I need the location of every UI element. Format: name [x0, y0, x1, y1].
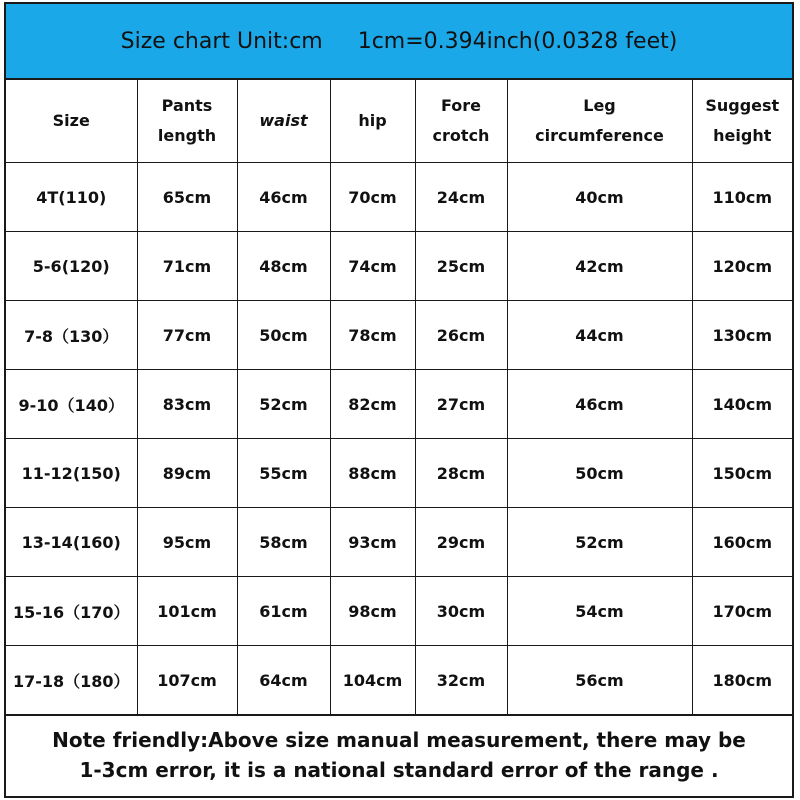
- cell-suggest-height: 110cm: [692, 163, 792, 232]
- cell-size: 11-12(150): [6, 439, 137, 508]
- cell-size: 5-6(120): [6, 232, 137, 301]
- header-size: Size: [6, 80, 137, 163]
- table-row: [6, 232, 792, 301]
- cell-size: 13-14(160): [6, 508, 137, 577]
- cell-pants-length: 107cm: [137, 646, 237, 715]
- cell-pants-length: 71cm: [137, 232, 237, 301]
- cell-suggest-height: 120cm: [692, 232, 792, 301]
- table-row: [6, 577, 792, 646]
- table-header-row: [6, 80, 792, 163]
- cell-fore-crotch: 32cm: [415, 646, 507, 715]
- cell-hip: 98cm: [330, 577, 415, 646]
- cell-fore-crotch: 24cm: [415, 163, 507, 232]
- cell-pants-length: 101cm: [137, 577, 237, 646]
- cell-hip: 104cm: [330, 646, 415, 715]
- cell-leg-circumference: 50cm: [507, 439, 692, 508]
- cell-leg-circumference: 54cm: [507, 577, 692, 646]
- table-row: [6, 370, 792, 439]
- cell-leg-circumference: 42cm: [507, 232, 692, 301]
- table-row: [6, 439, 792, 508]
- cell-waist: 58cm: [237, 508, 330, 577]
- cell-hip: 88cm: [330, 439, 415, 508]
- header-pants-length: Pants length: [137, 80, 237, 163]
- note-line-2: 1-3cm error, it is a national standard error of the range .: [79, 758, 719, 782]
- cell-waist: 50cm: [237, 301, 330, 370]
- cell-hip: 78cm: [330, 301, 415, 370]
- cell-waist: 52cm: [237, 370, 330, 439]
- cell-suggest-height: 180cm: [692, 646, 792, 715]
- header-hip: hip: [330, 80, 415, 163]
- cell-hip: 82cm: [330, 370, 415, 439]
- cell-leg-circumference: 56cm: [507, 646, 692, 715]
- cell-fore-crotch: 28cm: [415, 439, 507, 508]
- cell-pants-length: 89cm: [137, 439, 237, 508]
- chart-title: Size chart Unit:cm 1cm=0.394inch(0.0328 feet): [6, 4, 792, 80]
- cell-size: 17-18（180）: [6, 646, 137, 715]
- cell-suggest-height: 140cm: [692, 370, 792, 439]
- table-row: [6, 508, 792, 577]
- cell-pants-length: 65cm: [137, 163, 237, 232]
- cell-size: 9-10（140）: [6, 370, 137, 439]
- cell-fore-crotch: 27cm: [415, 370, 507, 439]
- header-waist: waist: [237, 80, 330, 163]
- cell-waist: 55cm: [237, 439, 330, 508]
- cell-fore-crotch: 25cm: [415, 232, 507, 301]
- header-fore-crotch: Fore crotch: [415, 80, 507, 163]
- cell-leg-circumference: 40cm: [507, 163, 692, 232]
- cell-pants-length: 77cm: [137, 301, 237, 370]
- size-chart: [4, 2, 794, 798]
- header-suggest-height: Suggest height: [692, 80, 792, 163]
- note-line-1: Note friendly:Above size manual measurement, there may be: [52, 728, 746, 752]
- cell-waist: 61cm: [237, 577, 330, 646]
- cell-size: 4T(110): [6, 163, 137, 232]
- cell-pants-length: 95cm: [137, 508, 237, 577]
- cell-hip: 93cm: [330, 508, 415, 577]
- cell-suggest-height: 160cm: [692, 508, 792, 577]
- cell-fore-crotch: 29cm: [415, 508, 507, 577]
- cell-leg-circumference: 46cm: [507, 370, 692, 439]
- cell-waist: 48cm: [237, 232, 330, 301]
- cell-hip: 74cm: [330, 232, 415, 301]
- cell-waist: 46cm: [237, 163, 330, 232]
- cell-pants-length: 83cm: [137, 370, 237, 439]
- header-leg-circumference: Leg circumference: [507, 80, 692, 163]
- cell-size: 7-8（130）: [6, 301, 137, 370]
- cell-suggest-height: 130cm: [692, 301, 792, 370]
- table-row: [6, 163, 792, 232]
- cell-hip: 70cm: [330, 163, 415, 232]
- size-table: [6, 80, 792, 715]
- cell-leg-circumference: 52cm: [507, 508, 692, 577]
- cell-suggest-height: 150cm: [692, 439, 792, 508]
- cell-fore-crotch: 30cm: [415, 577, 507, 646]
- cell-fore-crotch: 26cm: [415, 301, 507, 370]
- cell-size: 15-16（170）: [6, 577, 137, 646]
- measurement-note: [6, 715, 792, 794]
- cell-suggest-height: 170cm: [692, 577, 792, 646]
- table-row: [6, 301, 792, 370]
- table-row: [6, 646, 792, 715]
- cell-waist: 64cm: [237, 646, 330, 715]
- cell-leg-circumference: 44cm: [507, 301, 692, 370]
